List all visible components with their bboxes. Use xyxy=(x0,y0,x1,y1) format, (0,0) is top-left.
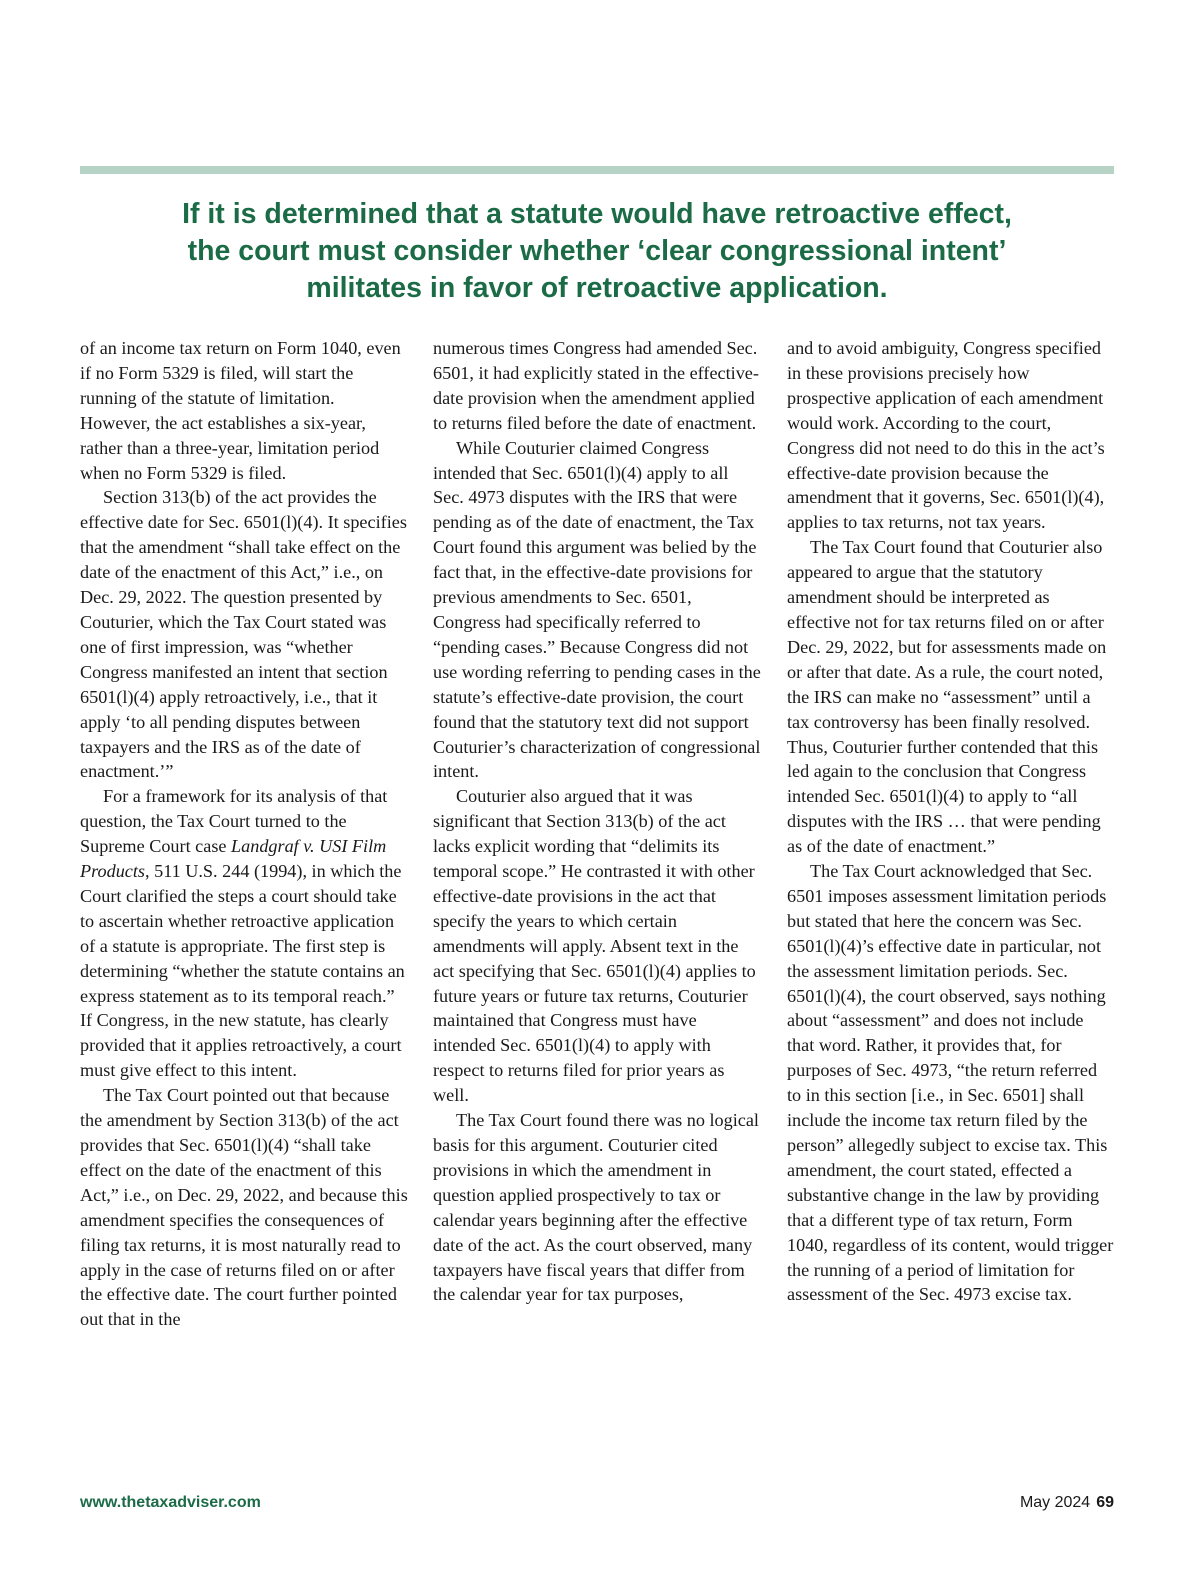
top-rule-bar xyxy=(80,166,1114,174)
paragraph: While Couturier claimed Congress intended that Sec. 6501(l)(4) apply to all Sec. 4973 disputes with the IRS that were pending as of the date of enactment, the Tax Court found this argument was belied by the fact that, in the effective-date provisions for previous amendments to Sec. 6501, Congress had specifically referred to “pending cases.” Because Congress did not use wording referring to pending cases in the statute’s effective-date provision, the court found that the statutory text did not support Couturier’s characterization of congressional intent. xyxy=(433,437,761,782)
paragraph: Section 313(b) of the act provides the effective date for Sec. 6501(l)(4). It specifies that the amendment “shall take effect on the date of the enactment of this Act,” i.e., on Dec. 29, 2022. The question presented by Couturier, which the Tax Court stated was one of first impression, was “whether Congress manifested an intent that section 6501(l)(4) apply retroactively, i.e., that it apply ‘to all pending disputes between taxpayers and the IRS as of the date of enactment.’” xyxy=(80,487,407,782)
paragraph: The Tax Court pointed out that because the amendment by Section 313(b) of the act provides that Sec. 6501(l)(4) “shall take effect on the date of the enactment of this Act,” i.e., on Dec. 29, 2022, and because this amendment specifies the consequences of filing tax returns, it is most naturally read to apply in the case of returns filed on or after the effective date. The court further pointed out that in the xyxy=(80,1085,408,1330)
paragraph: The Tax Court found there was no logical basis for this argument. Couturier cited provisions in which the amendment in question applied prospectively to tax or calendar years beginning after the effective date of the act. As the court observed, many taxpayers have fiscal years that differ from the calendar year for tax purposes, xyxy=(433,1110,759,1305)
text-column-3 xyxy=(787,336,1115,1307)
paragraph-text: For a framework for its analysis of that question, the Tax Court turned to the Supreme Court case xyxy=(80,786,388,857)
pull-quote-line: militates in favor of retroactive application. xyxy=(306,272,888,304)
pull-quote xyxy=(80,196,1114,307)
text-column-2 xyxy=(433,336,761,1307)
pull-quote-line: the court must consider whether ‘clear congressional intent’ xyxy=(187,235,1007,267)
pull-quote-line: If it is determined that a statute would have retroactive effect, xyxy=(182,198,1012,230)
footer-date: May 2024 xyxy=(1019,1494,1091,1511)
footer-website-link[interactable]: www.thetaxadviser.com xyxy=(80,1494,261,1511)
paragraph: The Tax Court found that Couturier also appeared to argue that the statutory amendment should be interpreted as effective not for tax returns filed on or after Dec. 29, 2022, but for assessments made on or after that date. As a rule, the court noted, the IRS can make no “assessment” until a tax controversy has been finally resolved. Thus, Couturier further contended that this led again to the conclusion that Congress intended Sec. 6501(l)(4) to apply to “all disputes with the IRS … that were pending as of the date of enactment.” xyxy=(787,537,1107,857)
paragraph: and to avoid ambiguity, Congress specified in these provisions precisely how prospective application of each amendment would work. According to the court, Congress did not need to do this in the act’s effective-date provision because the amendment that it governs, Sec. 6501(l)(4), applies to tax returns, not tax years. xyxy=(787,338,1105,533)
paragraph xyxy=(80,784,408,1083)
case-name: Landgraf v. USI Film Products xyxy=(80,836,387,882)
paragraph: of an income tax return on Form 1040, even if no Form 5329 is filed, will start the running of the statute of limitation. However, the act establishes a six-year, rather than a three-year, limitation period when no Form 5329 is filed. xyxy=(80,338,401,483)
paragraph: The Tax Court acknowledged that Sec. 6501 imposes assessment limitation periods but stated that here the concern was Sec. 6501(l)(4)’s effective date in particular, not the assessment limitation periods. Sec. 6501(l)(4), the court observed, says nothing about “assessment” and does not include that word. Rather, it provides that, for purposes of Sec. 4973, “the return referred to in this section [i.e., in Sec. 6501] shall include the income tax return filed by the person” allegedly subject to excise tax. This amendment, the court stated, effected a substantive change in the law by providing that a different type of tax return, Form 1040, regardless of its content, would trigger the running of a period of limitation for assessment of the Sec. 4973 excise tax. xyxy=(787,861,1114,1305)
paragraph: Couturier also argued that it was significant that Section 313(b) of the act lacks explicit wording that “delimits its temporal scope.” He contrasted it with other effective-date provisions in the act that specify the years to which certain amendments will apply. Absent text in the act specifying that Sec. 6501(l)(4) applies to future years or future tax returns, Couturier maintained that Congress must have intended Sec. 6501(l)(4) to apply with respect to returns filed for prior years as well. xyxy=(433,786,756,1106)
footer-page-info xyxy=(1020,1494,1114,1512)
paragraph: numerous times Congress had amended Sec. 6501, it had explicitly stated in the effective-date provision when the amendment applied to returns filed before the date of enactment. xyxy=(433,338,759,433)
page-number: 69 xyxy=(1096,1494,1114,1511)
paragraph-text: , 511 U.S. 244 (1994), in which the Court clarified the steps a court should take to ascertain whether retroactive application of a statute is appropriate. The first step is determining “whether the statute contains an express statement as to its temporal reach.” If Congress, in the new statute, has clearly provided that it applies retroactively, a court must give effect to this intent. xyxy=(80,861,405,1081)
text-column-1 xyxy=(80,336,408,1332)
